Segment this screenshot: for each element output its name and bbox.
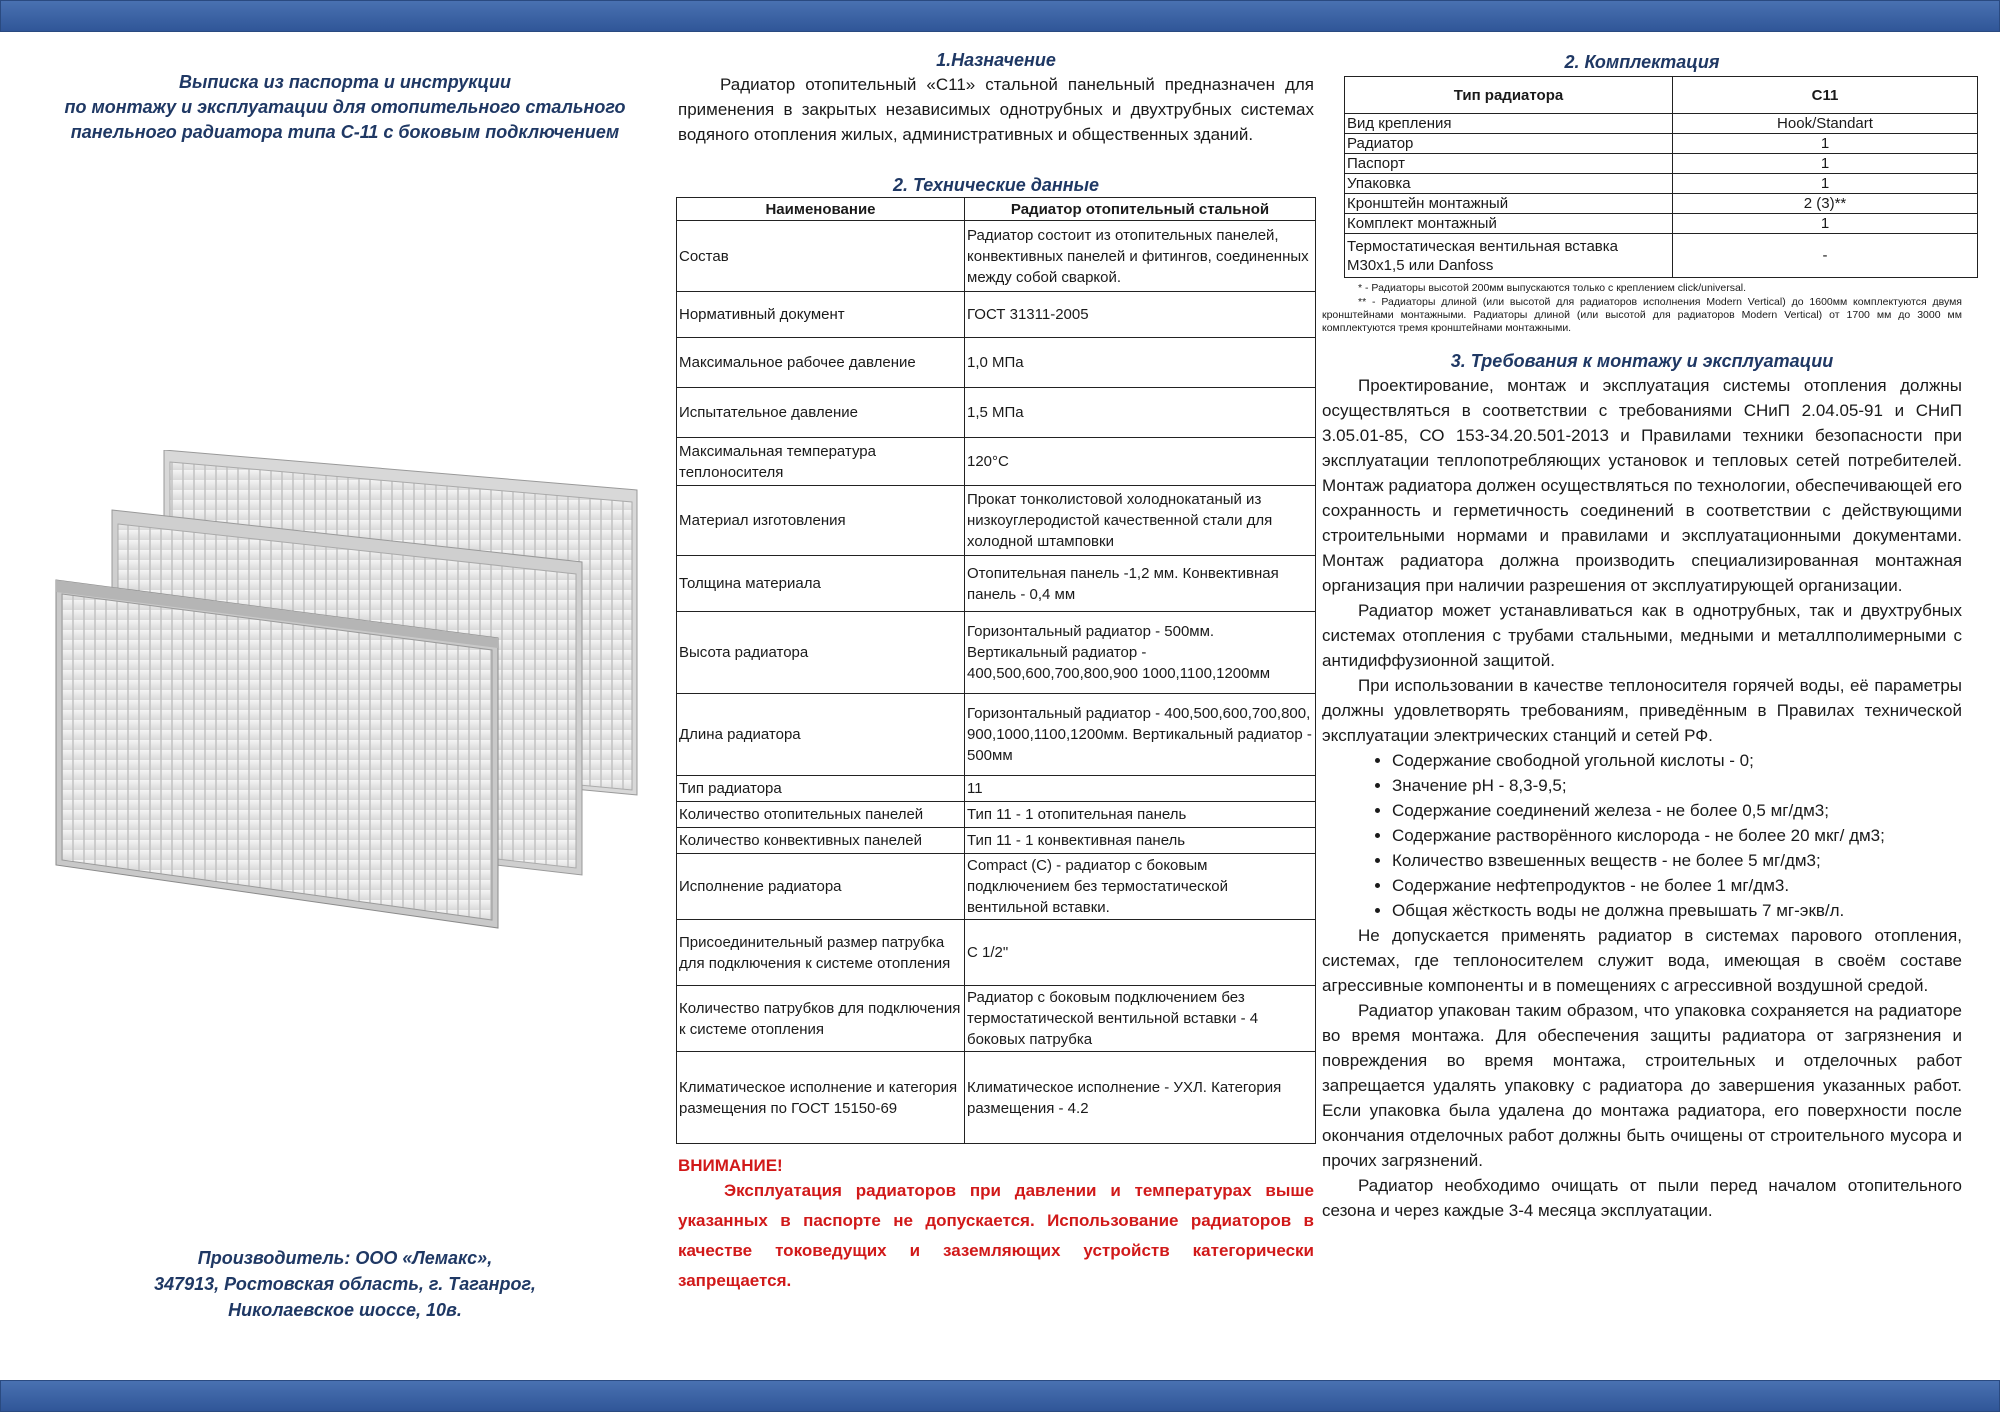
kit-qty: Hook/Standart — [1673, 114, 1978, 134]
table-row — [1345, 194, 1978, 214]
spec-value: Радиатор с боковым подключением без термостатической вентильной вставки - 4 боковых патрубка — [965, 986, 1316, 1052]
spec-value: Климатическое исполнение - УХЛ. Категория размещения - 4.2 — [965, 1052, 1316, 1144]
table-row — [677, 986, 1316, 1052]
kit-table — [1344, 76, 1978, 278]
bottom-band — [0, 1380, 2000, 1412]
table-row — [677, 1052, 1316, 1144]
water-requirements-list — [1322, 748, 1962, 923]
table-row — [677, 338, 1316, 388]
spec-name: Количество конвективных панелей — [677, 828, 965, 854]
kit-qty: 1 — [1673, 134, 1978, 154]
table-row — [677, 221, 1316, 292]
tech-data-table — [676, 197, 1316, 1144]
section-heading-tech: 2. Технические данные — [892, 175, 1100, 195]
spec-name: Количество патрубков для подключения к системе отопления — [677, 986, 965, 1052]
manufacturer-line: 347913, Ростовская область, г. Таганрог, — [154, 1274, 536, 1294]
spec-name: Исполнение радиатора — [677, 854, 965, 920]
table-row — [1345, 174, 1978, 194]
spec-value: Compact (C) - радиатор с боковым подключением без термостатической вентильной вставки. — [965, 854, 1316, 920]
col-header-name: Наименование — [677, 198, 965, 221]
kit-item: Паспорт — [1345, 154, 1673, 174]
spec-name: Высота радиатора — [677, 612, 965, 694]
spec-name: Длина радиатора — [677, 694, 965, 776]
section-heading-purpose: 1.Назначение — [936, 50, 1056, 70]
table-row — [1345, 234, 1978, 278]
manufacturer-info — [40, 1245, 650, 1323]
spec-name: Максимальная температура теплоносителя — [677, 438, 965, 486]
section-heading-install: 3. Требования к монтажу и эксплуатации — [1450, 351, 1834, 371]
table-row — [677, 292, 1316, 338]
spec-name: Присоединительный размер патрубка для подключения к системе отопления — [677, 920, 965, 986]
kit-item: Вид крепления — [1345, 114, 1673, 134]
spec-name: Тип радиатора — [677, 776, 965, 802]
kit-qty: 2 (3)** — [1673, 194, 1978, 214]
warning-text: Эксплуатация радиаторов при давлении и температурах выше указанных в паспорте не допускается. Использование радиаторов в качестве токоведущих и заземляющих устройств категорически запрещается. — [678, 1181, 1314, 1290]
install-paragraph: Радиатор необходимо очищать от пыли перед началом отопительного сезона и через каждые 3-4 месяца эксплуатации. — [1322, 1176, 1962, 1220]
col-header-model: С11 — [1673, 77, 1978, 114]
install-paragraph: Проектирование, монтаж и эксплуатация системы отопления должны осуществляться в соответствии с требованиями СНиП 2.04.05-91 и СНиП 3.05.01-85, СО 153-34.20.501-2013 и Правилами техники безопасности при эксплуатации теплопотребляющих установок и тепловых сетей потребителей. Монтаж радиатора должен осуществляться по технологии, обеспечивающей его сохранность и герметичность соединений в соответствии с действующими строительными нормами и правилами и эксплуатационными документами. Монтаж радиатора должна производить специализированная монтажная организация при наличии разрешения от эксплуатирующей организации. — [1322, 376, 1962, 595]
install-paragraph: Радиатор может устанавливаться как в однотрубных, так и двухтрубных системах отопления с трубами стальными, медными и металлполимерными с антидиффузионной защитой. — [1322, 601, 1962, 670]
spec-value: 11 — [965, 776, 1316, 802]
doc-title-line: по монтажу и эксплуатации для отопительного стального — [64, 97, 626, 117]
table-header-row — [677, 198, 1316, 221]
spec-value: 1,0 МПа — [965, 338, 1316, 388]
col-header-type: Тип радиатора — [1345, 77, 1673, 114]
spec-value: Отопительная панель -1,2 мм. Конвективная панель - 0,4 мм — [965, 556, 1316, 612]
kit-item: Упаковка — [1345, 174, 1673, 194]
install-paragraph: При использовании в качестве теплоносителя горячей воды, её параметры должны удовлетворять требованиям, приведённым в Правилах технической эксплуатации электрических станций и сетей РФ. — [1322, 676, 1962, 745]
kit-qty: 1 — [1673, 214, 1978, 234]
list-item: • Значение рН - 8,3-9,5; — [1392, 773, 1962, 798]
table-row — [677, 828, 1316, 854]
table-row — [1345, 114, 1978, 134]
doc-title-line: Выписка из паспорта и инструкции — [178, 72, 512, 92]
spec-value: Горизонтальный радиатор - 500мм. Вертикальный радиатор - 400,500,600,700,800,900 1000,1100,1200мм — [965, 612, 1316, 694]
kit-qty: 1 — [1673, 154, 1978, 174]
list-item: • Содержание соединений железа - не более 0,5 мг/дм3; — [1392, 798, 1962, 823]
kit-qty: 1 — [1673, 174, 1978, 194]
footnote-1: * - Радиаторы высотой 200мм выпускаются только с креплением click/universal. — [1358, 282, 1747, 294]
spec-name: Нормативный документ — [677, 292, 965, 338]
list-item: • Количество взвешенных веществ - не более 5 мг/дм3; — [1392, 848, 1962, 873]
table-row — [677, 802, 1316, 828]
spec-value: С 1/2" — [965, 920, 1316, 986]
title-block — [40, 70, 650, 145]
table-row — [677, 694, 1316, 776]
kit-qty: - — [1673, 234, 1978, 278]
spec-value: Тип 11 - 1 отопительная панель — [965, 802, 1316, 828]
spec-name: Состав — [677, 221, 965, 292]
kit-item: Радиатор — [1345, 134, 1673, 154]
spec-name: Климатическое исполнение и категория размещения по ГОСТ 15150-69 — [677, 1052, 965, 1144]
spec-value: 120°С — [965, 438, 1316, 486]
spec-value: 1,5 МПа — [965, 388, 1316, 438]
spec-value: ГОСТ 31311-2005 — [965, 292, 1316, 338]
install-paragraph: Не допускается применять радиатор в системах парового отопления, системах, где теплоносителем служит вода, имеющая в своём составе агрессивные компоненты и в помещениях с агрессивной воздушной средой. — [1322, 926, 1962, 995]
spec-name: Испытательное давление — [677, 388, 965, 438]
list-item: • Общая жёсткость воды не должна превышать 7 мг-экв/л. — [1392, 898, 1962, 923]
table-row — [677, 388, 1316, 438]
col-header-value: Радиатор отопительный стальной — [965, 198, 1316, 221]
purpose-text: Радиатор отопительный «С11» стальной панельный предназначен для применения в закрытых независимых однотрубных и двухтрубных системах водяного отопления жилых, административных и общественных зданий. — [678, 75, 1314, 144]
spec-value: Тип 11 - 1 конвективная панель — [965, 828, 1316, 854]
table-row — [677, 556, 1316, 612]
spec-name: Материал изготовления — [677, 486, 965, 556]
table-row — [677, 854, 1316, 920]
doc-title-line: панельного радиатора типа С-11 с боковым подключением — [70, 122, 620, 142]
spec-name: Толщина материала — [677, 556, 965, 612]
kit-item: Кронштейн монтажный — [1345, 194, 1673, 214]
table-row — [1345, 214, 1978, 234]
spec-name: Количество отопительных панелей — [677, 802, 965, 828]
table-row — [677, 438, 1316, 486]
table-row — [1345, 134, 1978, 154]
footnote-2: ** - Радиаторы длиной (или высотой для радиаторов исполнения Modern Vertical) до 1600мм комплектуются двумя кронштейнами монтажными. Радиаторы длиной (или высотой для радиаторов Modern Vertical) от 1700 мм до 3000 мм комплектуются тремя кронштейнами монтажными. — [1322, 296, 1962, 334]
table-row — [677, 486, 1316, 556]
spec-value: Прокат тонколистовой холоднокатаный из низкоуглеродистой качественной стали для холодной штамповки — [965, 486, 1316, 556]
spec-name: Максимальное рабочее давление — [677, 338, 965, 388]
table-row — [677, 612, 1316, 694]
radiator-image — [52, 450, 642, 930]
table-row — [677, 920, 1316, 986]
column-right — [1322, 50, 1962, 1223]
section-heading-kit: 2. Комплектация — [1564, 52, 1720, 72]
install-paragraph: Радиатор упакован таким образом, что упаковка сохраняется на радиаторе во время монтажа. Для обеспечения защиты радиатора от загрязнения и повреждения во время монтажа, строительных и отделочных работ запрещается удалять упаковку с радиатора до завершения указанных работ. Если упаковка была удалена до монтажа радиатора, его поверхности после окончания отделочных работ должны быть очищены от строительного мусора и прочих загрязнений. — [1322, 1001, 1962, 1170]
list-item: • Содержание растворённого кислорода - не более 20 мкг/ дм3; — [1392, 823, 1962, 848]
kit-item: Термостатическая вентильная вставка М30х1,5 или Danfoss — [1345, 234, 1673, 278]
table-row — [677, 776, 1316, 802]
list-item: • Содержание свободной угольной кислоты - 0; — [1392, 748, 1962, 773]
spec-value: Радиатор состоит из отопительных панелей, конвективных панелей и фитингов, соединенных между собой сваркой. — [965, 221, 1316, 292]
table-row — [1345, 154, 1978, 174]
column-middle — [678, 48, 1314, 1296]
manufacturer-line: Производитель: ООО «Лемакс», — [197, 1248, 493, 1268]
table-header-row — [1345, 77, 1978, 114]
spec-value: Горизонтальный радиатор - 400,500,600,700,800, 900,1000,1100,1200мм. Вертикальный радиатор - 500мм — [965, 694, 1316, 776]
list-item: • Содержание нефтепродуктов - не более 1 мг/дм3. — [1392, 873, 1962, 898]
manufacturer-line: Николаевское шоссе, 10в. — [228, 1300, 462, 1320]
top-band — [0, 0, 2000, 32]
kit-item: Комплект монтажный — [1345, 214, 1673, 234]
warning-heading: ВНИМАНИЕ! — [678, 1156, 783, 1175]
